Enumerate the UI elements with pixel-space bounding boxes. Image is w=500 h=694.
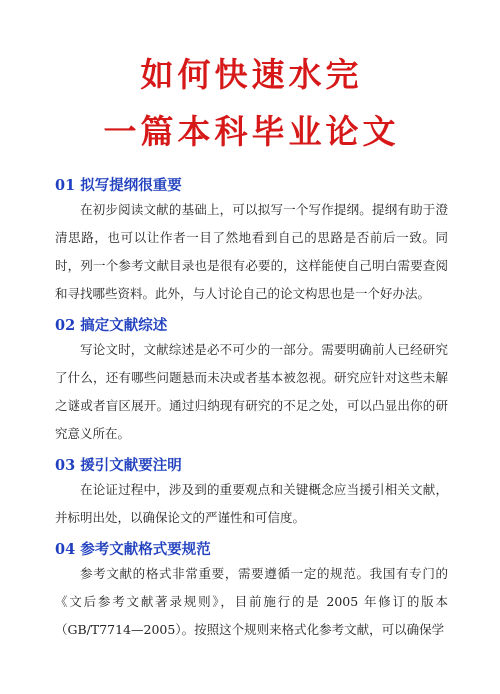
title-line-2: 一篇本科毕业论文 [103, 112, 400, 151]
section-heading-04: 04 参考文献格式要规范 [55, 541, 211, 558]
section-heading-02: 02 搞定文献综述 [55, 317, 168, 334]
title-line-1: 如何快速水完 [140, 55, 363, 94]
section-heading-01: 01 拟写提纲很重要 [55, 177, 182, 194]
section-body-02: 写论文时，文献综述是必不可少的一部分。需要明确前人已经研究了什么，还有哪些问题悬而未决或者基本被忽视。研究应针对这些未解之谜或者盲区展开。通过归纳现有研究的不足之处，可以凸显出你的研究意义所在。 [55, 342, 448, 441]
section-heading-03: 03 援引文献要注明 [55, 457, 182, 474]
section-body-03: 在论证过程中，涉及到的重要观点和关键概念应当援引相关文献，并标明出处，以确保论文的严谨性和可信度。 [55, 482, 448, 525]
section-body-01: 在初步阅读文献的基础上，可以拟写一个写作提纲。提纲有助于澄清思路，也可以让作者一目了然地看到自己的思路是否前后一致。同时，列一个参考文献目录也是很有必要的，这样能使自己明白需要查阅和寻找哪些资料。此外，与人讨论自己的论文构思也是一个好办法。 [55, 202, 448, 301]
section-body-04: 参考文献的格式非常重要，需要遵循一定的规范。我国有专门的《文后参考文献著录规则》，目前施行的是 2005 年修订的版本（GB/T7714—2005）。按照这个规则来格式化参考文献，可以确保学 [55, 566, 448, 637]
